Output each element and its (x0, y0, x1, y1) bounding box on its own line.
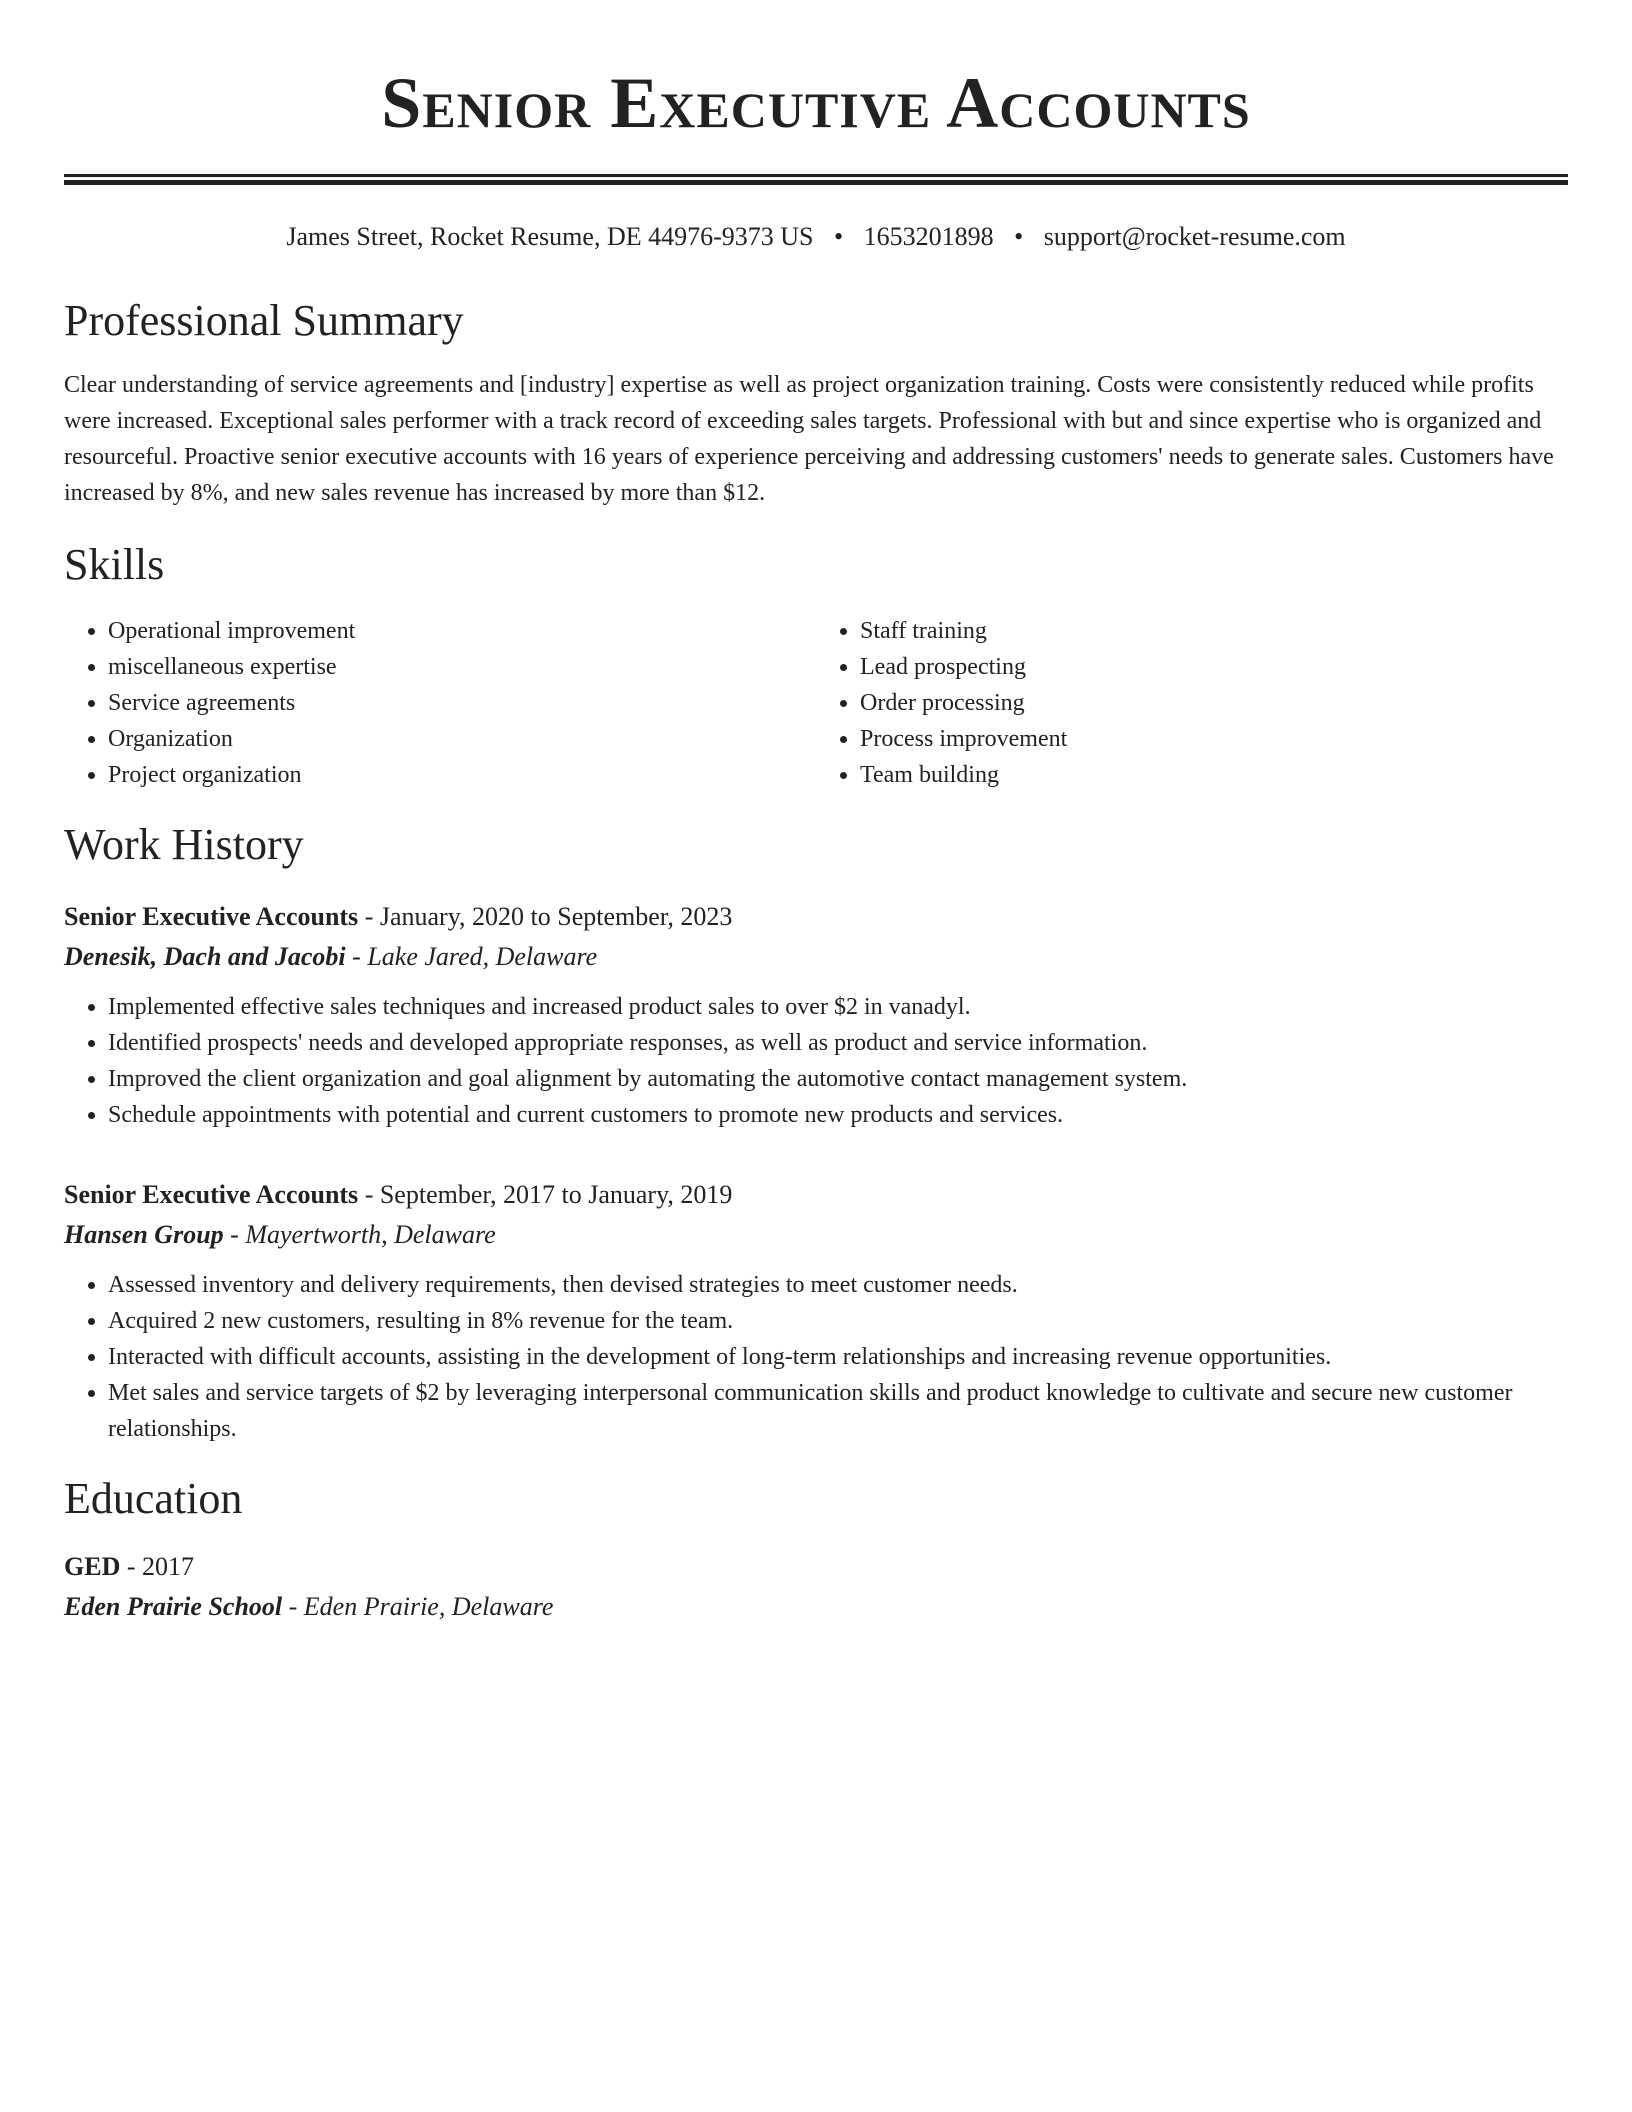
job-bullet: • Improved the client organization and goal alignment by automating the automotive contact management system. (108, 1061, 1568, 1097)
job-bullet: • Acquired 2 new customers, resulting in 8% revenue for the team. (108, 1303, 1568, 1339)
job-bullets (64, 989, 1568, 1133)
skill-item: • Organization (108, 721, 816, 757)
contact-phone: 1653201898 (863, 222, 994, 251)
job-title-line (64, 897, 1568, 937)
skill-item: • Project organization (108, 757, 816, 793)
company-name: Denesik, Dach and Jacobi (64, 942, 346, 971)
title-double-rule (64, 174, 1568, 185)
skill-item: • Order processing (860, 685, 1568, 721)
company-name: Hansen Group (64, 1220, 224, 1249)
company-location: - Lake Jared, Delaware (345, 942, 598, 971)
summary-text: Clear understanding of service agreements and [industry] expertise as well as project organization training. Costs were consistently reduced while profits were increased. Exceptional sales performer with a track record of exceeding sales targets. Professional with but and since expertise who is organized and resourceful. Proactive senior executive accounts with 16 years of experience perceiving and addressing customers' needs to generate sales. Customers have increased by 8%, and new sales revenue has increased by more than $12. (64, 372, 1554, 506)
contact-line (64, 221, 1568, 253)
skill-item: • Operational improvement (108, 613, 816, 649)
school-location: - Eden Prairie, Delaware (282, 1592, 554, 1621)
contact-separator: • (1014, 222, 1024, 251)
job-bullet: • Identified prospects' needs and developed appropriate responses, as well as product and service information. (108, 1025, 1568, 1061)
job-bullet: • Implemented effective sales techniques and increased product sales to over $2 in vanadyl. (108, 989, 1568, 1025)
resume-title: Senior Executive Accounts (381, 63, 1251, 143)
degree-line (64, 1547, 1568, 1587)
skill-item: • miscellaneous expertise (108, 649, 816, 685)
skill-item: • Team building (860, 757, 1568, 793)
contact-separator: • (834, 222, 844, 251)
school-name: Eden Prairie School (64, 1592, 283, 1621)
job-title: Senior Executive Accounts (64, 1180, 359, 1209)
section-heading-education: Education (64, 1474, 243, 1523)
job-title-line (64, 1175, 1568, 1215)
job-entry (64, 897, 1568, 1133)
job-dates: - September, 2017 to January, 2019 (358, 1180, 733, 1209)
degree-year: - 2017 (120, 1552, 195, 1581)
section-heading-summary: Professional Summary (64, 296, 464, 345)
skills-column-right (816, 613, 1568, 793)
skill-item: • Process improvement (860, 721, 1568, 757)
section-heading-skills: Skills (64, 540, 165, 589)
contact-email: support@rocket-resume.com (1043, 222, 1346, 251)
job-title: Senior Executive Accounts (64, 902, 359, 931)
job-bullet: • Assessed inventory and delivery requirements, then devised strategies to meet customer needs. (108, 1267, 1568, 1303)
degree-name: GED (64, 1552, 121, 1581)
skills-column-left (64, 613, 816, 793)
skills-list (64, 613, 1568, 793)
company-line (64, 937, 1568, 977)
skill-item: • Staff training (860, 613, 1568, 649)
contact-address: James Street, Rocket Resume, DE 44976-9373 US (286, 222, 814, 251)
section-heading-work-history: Work History (64, 820, 304, 869)
job-bullet: • Interacted with difficult accounts, assisting in the development of long-term relationships and increasing revenue opportunities. (108, 1339, 1568, 1375)
company-location: - Mayertworth, Delaware (223, 1220, 496, 1249)
job-bullet: • Schedule appointments with potential and current customers to promote new products and services. (108, 1097, 1568, 1133)
skill-item: • Service agreements (108, 685, 816, 721)
school-line (64, 1587, 1568, 1627)
job-dates: - January, 2020 to September, 2023 (358, 902, 733, 931)
education-entry (64, 1547, 1568, 1627)
job-bullets (64, 1267, 1568, 1447)
job-bullet: • Met sales and service targets of $2 by leveraging interpersonal communication skills and product knowledge to cultivate and secure new customer relationships. (108, 1375, 1568, 1447)
company-line (64, 1215, 1568, 1255)
skill-item: • Lead prospecting (860, 649, 1568, 685)
job-entry (64, 1175, 1568, 1447)
